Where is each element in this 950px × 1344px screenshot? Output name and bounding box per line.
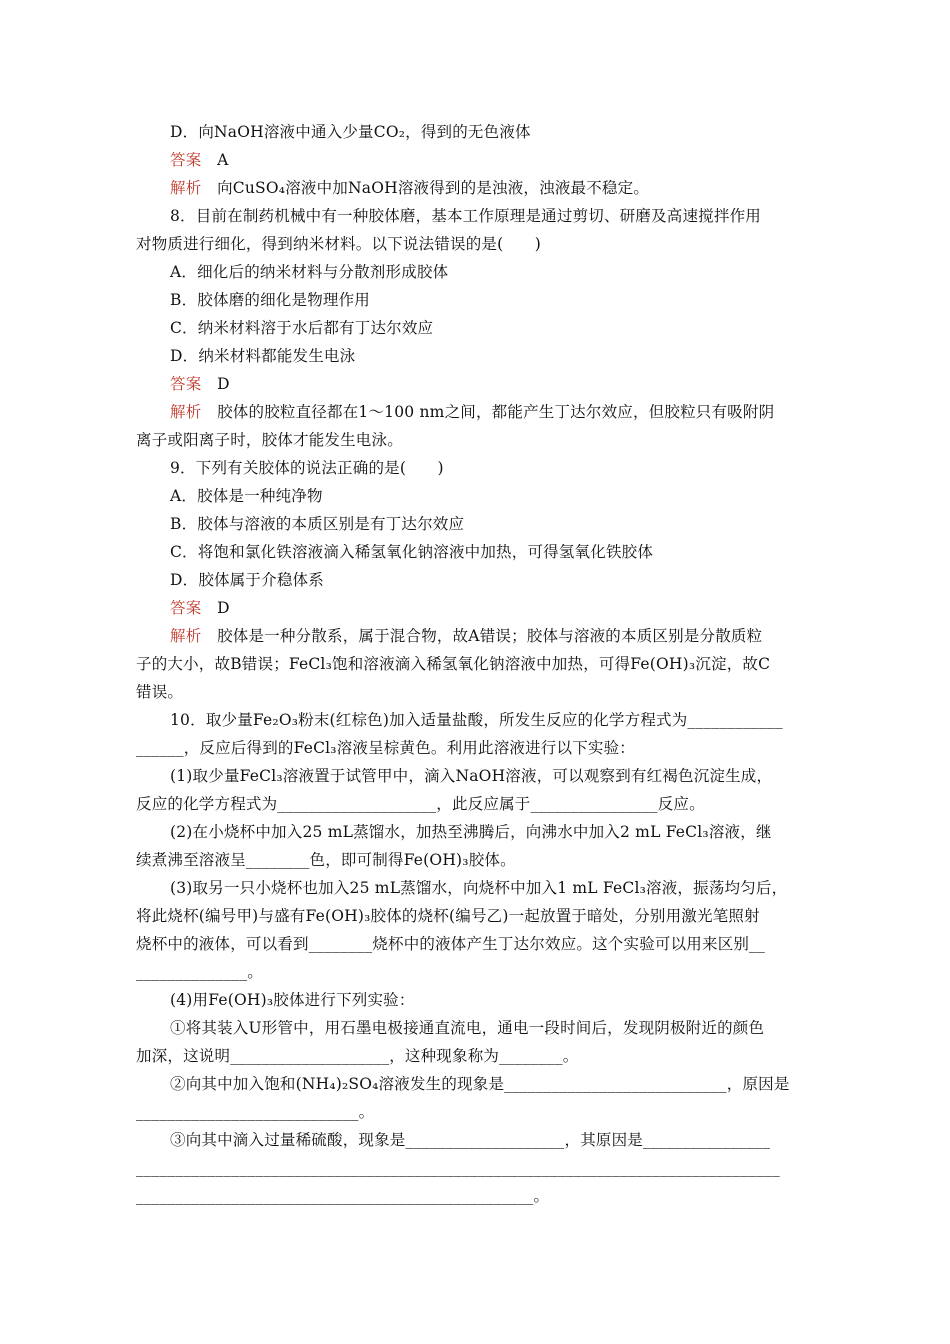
q8-stem-line2: 对物质进行细化，得到纳米材料。以下说法错误的是( ) [136,235,541,253]
analysis-label: 解析 [170,179,202,197]
q8-analysis [170,402,774,422]
q10-part4-item2-line1: ②向其中加入饱和(NH₄)₂SO₄溶液发生的现象是____________________________，原因是 [170,1075,790,1093]
q9-analysis [170,626,762,646]
q10-part4-item3-line1: ③向其中滴入过量稀硫酸，现象是____________________，其原因是________________ [170,1131,771,1149]
q7-analysis [170,178,649,198]
q9-option-b: B．胶体与溶液的本质区别是有丁达尔效应 [170,515,465,533]
q9-analysis-line2: 子的大小，故B错误；FeCl₃饱和溶液滴入稀氢氧化钠溶液中加热，可得Fe(OH)₃沉淀，故C [136,655,771,673]
q10-part4-item3-line2: _________________________________________________________________________________ [136,1159,780,1177]
q10-part4-stem: (4)用Fe(OH)₃胶体进行下列实验： [170,991,415,1009]
q8-answer [170,374,230,394]
q8-option-a: A．细化后的纳米材料与分散剂形成胶体 [170,263,449,281]
q10-part3-line2: 将此烧杯(编号甲)与盛有Fe(OH)₃胶体的烧杯(编号乙)一起放置于暗处，分别用激光笔照射 [136,907,760,925]
q8-stem-line1: 8．目前在制药机械中有一种胶体磨，基本工作原理是通过剪切、研磨及高速搅拌作用 [170,207,761,225]
q10-part3-line4: ______________。 [136,963,264,981]
q10-part4-item2-line2: ____________________________。 [136,1103,375,1121]
q10-stem-line2: ______，反应后得到的FeCl₃溶液呈棕黄色。利用此溶液进行以下实验： [136,739,636,757]
analysis-label: 解析 [170,403,202,421]
q8-answer-value: D [217,375,230,393]
q10-part2-line1: (2)在小烧杯中加入25 mL蒸馏水，加热至沸腾后，向沸水中加入2 mL FeCl₃溶液，继 [170,823,772,841]
q7-answer [170,150,229,170]
q8-option-c: C．纳米材料溶于水后都有丁达尔效应 [170,319,434,337]
q7-analysis-text: 向CuSO₄溶液中加NaOH溶液得到的是浊液，浊液最不稳定。 [217,179,650,197]
q10-part4-item1-line2: 加深，这说明____________________，这种现象称为________。 [136,1047,579,1065]
q10-part1-line2: 反应的化学方程式为____________________，此反应属于________________反应。 [136,795,705,813]
q10-part4-item3-line3: __________________________________________________。 [136,1187,550,1205]
q9-analysis-line3: 错误。 [136,683,184,701]
q7-answer-value: A [217,151,229,169]
q8-option-d: D．纳米材料都能发生电泳 [170,347,356,365]
q10-part2-line2: 续煮沸至溶液呈________色，即可制得Fe(OH)₃胶体。 [136,851,516,869]
q9-answer [170,598,230,618]
analysis-label: 解析 [170,627,202,645]
q8-analysis-line2: 离子或阳离子时，胶体才能发生电泳。 [136,431,403,449]
q10-part3-line3: 烧杯中的液体，可以看到________烧杯中的液体产生丁达尔效应。这个实验可以用来区别__ [136,935,766,953]
answer-label: 答案 [170,151,202,169]
answer-label: 答案 [170,599,202,617]
q8-analysis-text: 胶体的胶粒直径都在1～100 nm之间，都能产生丁达尔效应，但胶粒只有吸附阴 [217,403,775,421]
q10-part4-item1-line1: ①将其装入U形管中，用石墨电极接通直流电，通电一段时间后，发现阴极附近的颜色 [170,1019,765,1037]
q9-option-a: A．胶体是一种纯净物 [170,487,323,505]
q9-option-c: C．将饱和氯化铁溶液滴入稀氢氧化钠溶液中加热，可得氢氧化铁胶体 [170,543,654,561]
q9-analysis-text: 胶体是一种分散系，属于混合物，故A错误；胶体与溶液的本质区别是分散质粒 [217,627,763,645]
q10-part3-line1: (3)取另一只小烧杯也加入25 mL蒸馏水，向烧杯中加入1 mL FeCl₃溶液，振荡均匀后， [170,879,788,897]
q7-option-d: D．向NaOH溶液中通入少量CO₂，得到的无色液体 [170,123,531,141]
q8-option-b: B．胶体磨的细化是物理作用 [170,291,370,309]
answer-label: 答案 [170,375,202,393]
q10-part1-line1: (1)取少量FeCl₃溶液置于试管甲中，滴入NaOH溶液，可以观察到有红褐色沉淀生成， [170,767,773,785]
q9-stem: 9．下列有关胶体的说法正确的是( ) [170,459,444,477]
q10-stem-line1: 10．取少量Fe₂O₃粉末(红棕色)加入适量盐酸，所发生反应的化学方程式为____________ [170,711,783,729]
q9-option-d: D．胶体属于介稳体系 [170,571,324,589]
q9-answer-value: D [217,599,230,617]
